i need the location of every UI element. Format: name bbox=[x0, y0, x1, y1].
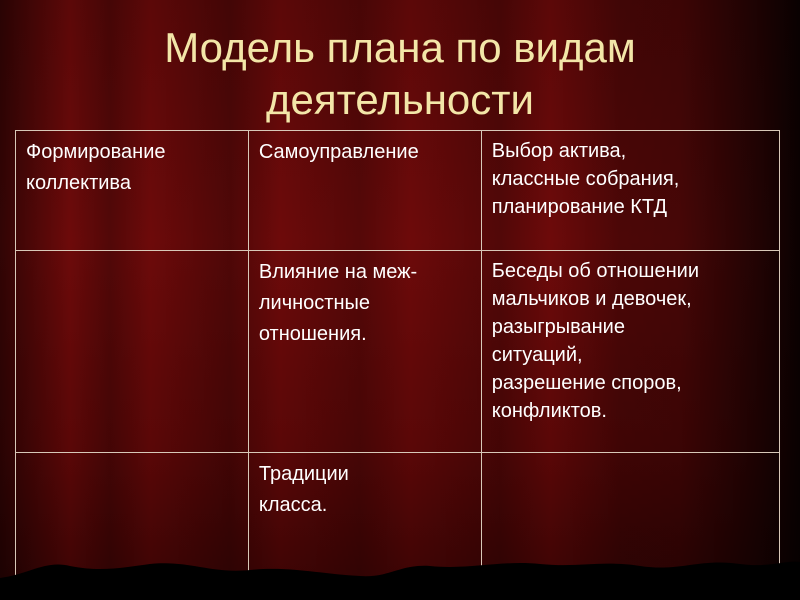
cell-activity-type bbox=[16, 251, 249, 453]
title-line-2: деятельности bbox=[266, 76, 534, 123]
cell-text: класса. bbox=[258, 494, 328, 516]
cell-text: разыгрывание bbox=[491, 316, 625, 338]
slide-title bbox=[60, 22, 740, 126]
cell-topic bbox=[248, 251, 481, 453]
cell-text: конфликтов. bbox=[491, 400, 607, 422]
cell-activity-type bbox=[16, 131, 249, 251]
cell-text: Беседы об отношении bbox=[491, 260, 699, 282]
cell-text: мальчиков и девочек, bbox=[491, 288, 692, 310]
table-row bbox=[16, 251, 780, 453]
curtain-hem-shadow bbox=[0, 530, 800, 600]
cell-topic bbox=[248, 131, 481, 251]
cell-text: отношения. bbox=[258, 323, 367, 345]
cell-text: Самоуправление bbox=[258, 141, 419, 163]
cell-activities bbox=[481, 251, 779, 453]
cell-text: разрешение споров, bbox=[491, 372, 682, 394]
cell-text: классные собрания, bbox=[491, 168, 680, 190]
cell-text: Выбор актива, bbox=[491, 140, 627, 162]
title-line-1: Модель плана по видам bbox=[164, 24, 636, 71]
cell-text: планирование КТД bbox=[491, 196, 668, 218]
cell-text: Традиции bbox=[258, 463, 349, 485]
cell-text: Влияние на меж- bbox=[258, 261, 418, 283]
cell-text: ситуаций, bbox=[491, 344, 583, 366]
table-row bbox=[16, 131, 780, 251]
cell-text: личностные bbox=[258, 292, 371, 314]
cell-text: Формирование bbox=[26, 141, 166, 163]
cell-activities bbox=[481, 131, 779, 251]
cell-text: коллектива bbox=[26, 172, 131, 194]
plan-table bbox=[15, 130, 780, 579]
